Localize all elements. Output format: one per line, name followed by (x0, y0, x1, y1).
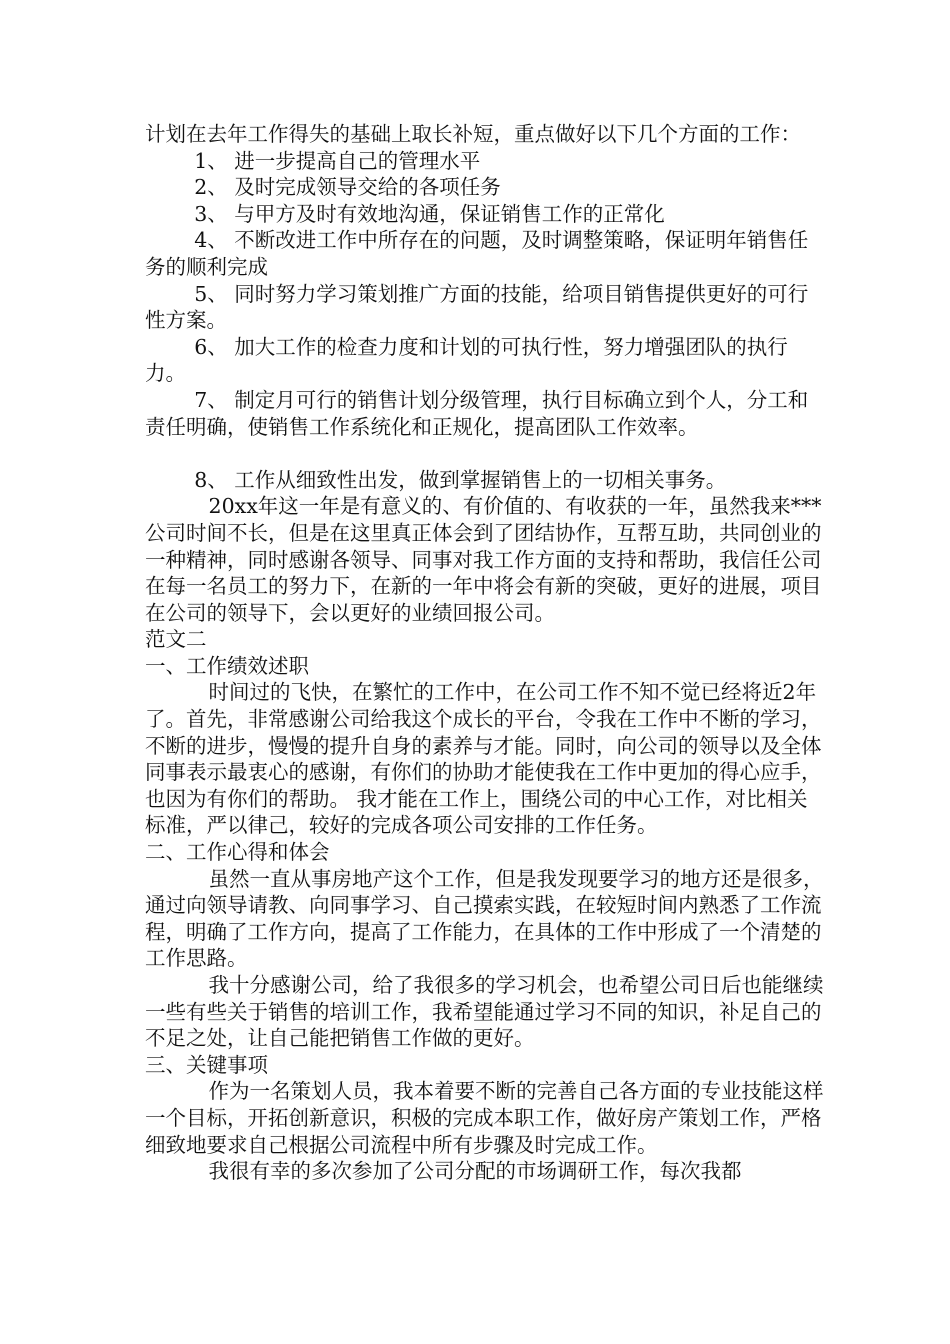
plan-item-7: 7、 制定月可行的销售计划分级管理，执行目标确立到个人，分工和责任明确，使销售工作系统化和正规化，提高团队工作效率。 (145, 387, 809, 439)
section-3-paragraph-2: 我很有幸的多次参加了公司分配的市场调研工作，每次我都 (208, 1159, 742, 1184)
plan-item-3: 3、 与甲方及时有效地沟通，保证销售工作的正常化 (194, 201, 665, 226)
section-heading-1: 一、工作绩效述职 (145, 653, 309, 678)
section-heading-2: 二、工作心得和体会 (145, 840, 330, 865)
plan-item-1: 1、 进一步提高自己的管理水平 (194, 148, 481, 173)
section-2-paragraph-2: 我十分感谢公司，给了我很多的学习机会，也希望公司日后也能继续一些有些关于销售的培训工作，我希望能通过学习不同的知识，补足自己的不足之处，让自己能把销售工作做的更好。 (145, 973, 824, 1051)
section-2-paragraph-1: 虽然一直从事房地产这个工作，但是我发现要学习的地方还是很多，通过向领导请教、向同事学习、自己摸索实践，在较短时间内熟悉了工作流程，明确了工作方向，提高了工作能力，在具体的工作中形成了一个清楚的工作思路。 (145, 866, 824, 971)
paragraph-gap (145, 440, 825, 467)
section-heading-3: 三、关键事项 (145, 1052, 268, 1077)
sample-two-title: 范文二 (145, 627, 207, 652)
plan-item-4: 4、 不断改进工作中所存在的问题，及时调整策略，保证明年销售任务的顺利完成 (145, 228, 809, 279)
plan-item-5: 5、 同时努力学习策划推广方面的技能，给项目销售提供更好的可行性方案。 (145, 281, 809, 333)
intro-paragraph: 计划在去年工作得失的基础上取长补短，重点做好以下几个方面的工作： (145, 122, 801, 146)
document-body (145, 121, 825, 1185)
section-1-paragraph: 时间过的飞快，在繁忙的工作中，在公司工作不知不觉已经将近2年了。首先，非常感谢公司给我这个成长的平台，令我在工作中不断的学习，不断的进步，慢慢的提升自身的素养与才能。同时，向公司的领导以及全体同事表示最衷心的感谢，有你们的协助才能使我在工作中更加的得心应手，也因为有你们的帮助。 我才能在工作上，围绕公司的中心工作，对比相关标准，严以律己，较好的完成各项公司安排的工作任务。 (145, 680, 822, 838)
section-3-paragraph-1: 作为一名策划人员，我本着要不断的完善自己各方面的专业技能这样一个目标，开拓创新意识，积极的完成本职工作，做好房产策划工作，严格细致地要求自己根据公司流程中所有步骤及时完成工作。 (145, 1079, 824, 1157)
plan-item-6: 6、 加大工作的检查力度和计划的可执行性，努力增强团队的执行力。 (145, 334, 788, 386)
plan-item-8: 8、 工作从细致性出发，做到掌握销售上的一切相关事务。 (194, 467, 727, 492)
plan-item-2: 2、 及时完成领导交给的各项任务 (194, 175, 501, 200)
summary-paragraph: 20xx年这一年是有意义的、有价值的、有收获的一年，虽然我来***公司时间不长，但是在这里真正体会到了团结协作，互帮互助，共同创业的一种精神，同时感谢各领导、同事对我工作方面的支持和帮助，我信任公司在每一名员工的努力下，在新的一年中将会有新的突破，更好的进展，项目在公司的领导下，会以更好的业绩回报公司。 (145, 494, 822, 625)
